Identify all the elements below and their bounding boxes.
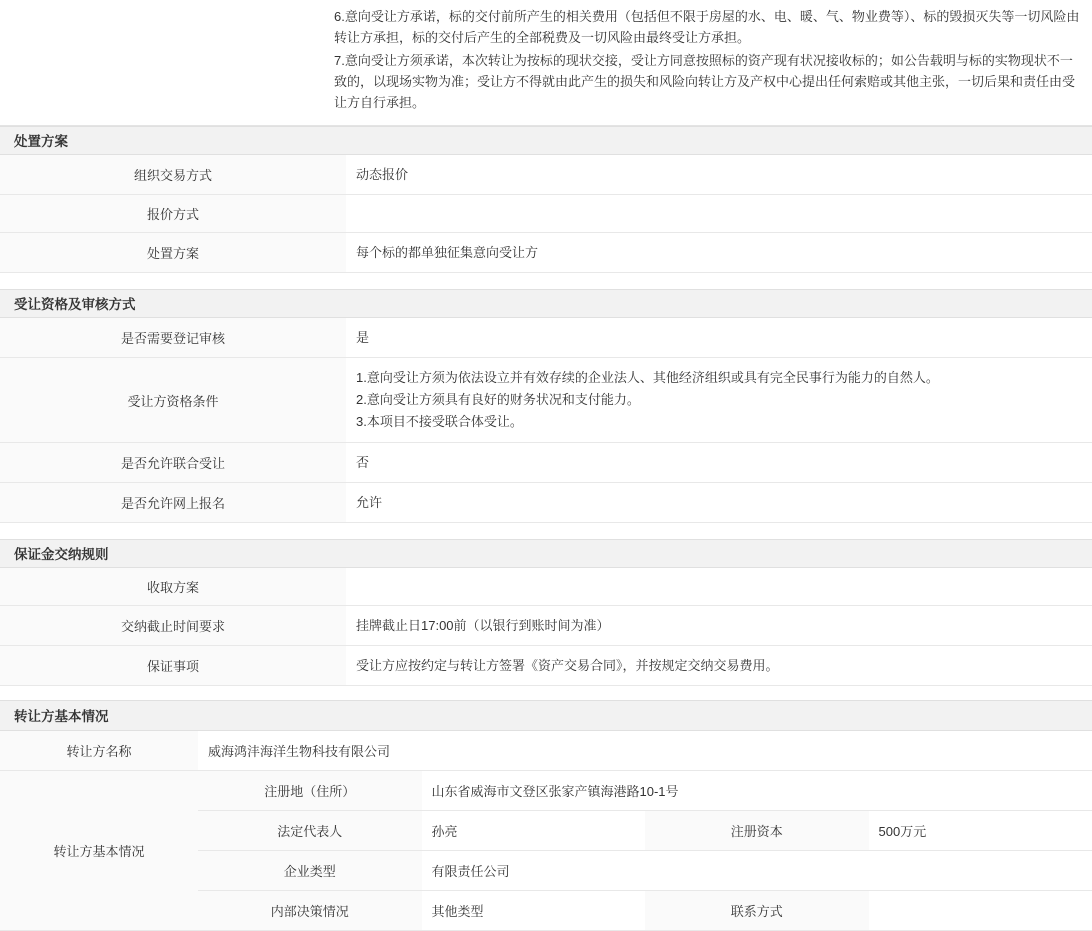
row-value: 是 bbox=[346, 318, 1092, 358]
table-disposal-plan bbox=[0, 155, 1092, 273]
row-label: 保证事项 bbox=[0, 646, 346, 686]
section-title-qualification: 受让资格及审核方式 bbox=[0, 289, 1092, 318]
table-transferor bbox=[0, 731, 1092, 931]
row-value: 有限责任公司 bbox=[422, 851, 1092, 891]
row-label: 收取方案 bbox=[0, 568, 346, 606]
table-row bbox=[0, 318, 1092, 358]
transferor-name-value: 威海鸿沣海洋生物科技有限公司 bbox=[198, 731, 1092, 771]
row-value: 动态报价 bbox=[346, 155, 1092, 195]
section-title-transferor: 转让方基本情况 bbox=[0, 700, 1092, 731]
table-qualification bbox=[0, 318, 1092, 523]
table-row bbox=[0, 606, 1092, 646]
row-label: 处置方案 bbox=[0, 233, 346, 273]
row-label: 注册地（住所） bbox=[198, 771, 422, 811]
row-label: 组织交易方式 bbox=[0, 155, 346, 195]
row-value bbox=[346, 195, 1092, 233]
row-label: 联系方式 bbox=[645, 891, 869, 931]
row-value: 每个标的都单独征集意向受让方 bbox=[346, 233, 1092, 273]
row-label: 报价方式 bbox=[0, 195, 346, 233]
row-value: 允许 bbox=[346, 483, 1092, 523]
table-row bbox=[0, 771, 1092, 811]
table-row bbox=[0, 233, 1092, 273]
row-value: 500万元 bbox=[869, 811, 1092, 851]
row-value: 其他类型 bbox=[422, 891, 646, 931]
table-row bbox=[0, 646, 1092, 686]
row-label: 是否允许联合受让 bbox=[0, 443, 346, 483]
intro-block bbox=[0, 0, 1092, 126]
qualification-line: 3.本项目不接受联合体受让。 bbox=[356, 411, 1082, 432]
qualification-line: 1.意向受让方须为依法设立并有效存续的企业法人、其他经济组织或具有完全民事行为能力的自然人。 bbox=[356, 367, 1082, 388]
table-row bbox=[0, 358, 1092, 443]
table-row bbox=[0, 195, 1092, 233]
row-value: 受让方应按约定与转让方签署《资产交易合同》，并按规定交纳交易费用。 bbox=[346, 646, 1092, 686]
row-value: 山东省威海市文登区张家产镇海港路10-1号 bbox=[422, 771, 1092, 811]
transferor-group-label: 转让方基本情况 bbox=[0, 771, 198, 931]
intro-left-spacer bbox=[0, 0, 334, 125]
section-title-disposal-plan: 处置方案 bbox=[0, 126, 1092, 155]
row-value: 孙亮 bbox=[422, 811, 646, 851]
row-value: 挂牌截止日17:00前（以银行到账时间为准） bbox=[346, 606, 1092, 646]
table-row bbox=[0, 568, 1092, 606]
table-deposit-rules bbox=[0, 568, 1092, 686]
table-row bbox=[0, 731, 1092, 771]
table-row bbox=[0, 155, 1092, 195]
qualification-line: 2.意向受让方须具有良好的财务状况和支付能力。 bbox=[356, 389, 1082, 410]
row-value bbox=[346, 358, 1092, 443]
row-label: 企业类型 bbox=[198, 851, 422, 891]
row-label: 是否需要登记审核 bbox=[0, 318, 346, 358]
row-label: 是否允许网上报名 bbox=[0, 483, 346, 523]
row-value bbox=[869, 891, 1092, 931]
row-label: 内部决策情况 bbox=[198, 891, 422, 931]
row-value: 否 bbox=[346, 443, 1092, 483]
row-label: 注册资本 bbox=[645, 811, 869, 851]
intro-paragraph: 6.意向受让方承诺，标的交付前所产生的相关费用（包括但不限于房屋的水、电、暖、气、物业费等）、标的毁损灭失等一切风险由转让方承担，标的交付后产生的全部税费及一切风险由最终受让方承担。 bbox=[334, 6, 1082, 48]
transferor-name-label: 转让方名称 bbox=[0, 731, 198, 771]
section-title-deposit-rules: 保证金交纳规则 bbox=[0, 539, 1092, 568]
intro-text bbox=[334, 0, 1092, 125]
row-label: 法定代表人 bbox=[198, 811, 422, 851]
table-row bbox=[0, 443, 1092, 483]
row-label: 交纳截止时间要求 bbox=[0, 606, 346, 646]
row-value bbox=[346, 568, 1092, 606]
intro-paragraph: 7.意向受让方须承诺，本次转让为按标的现状交接，受让方同意按照标的资产现有状况接收标的；如公告载明与标的实物现状不一致的，以现场实物为准；受让方不得就由此产生的损失和风险向转让方及产权中心提出任何索赔或其他主张，一切后果和责任由受让方自行承担。 bbox=[334, 50, 1082, 113]
table-row bbox=[0, 483, 1092, 523]
row-label: 受让方资格条件 bbox=[0, 358, 346, 443]
